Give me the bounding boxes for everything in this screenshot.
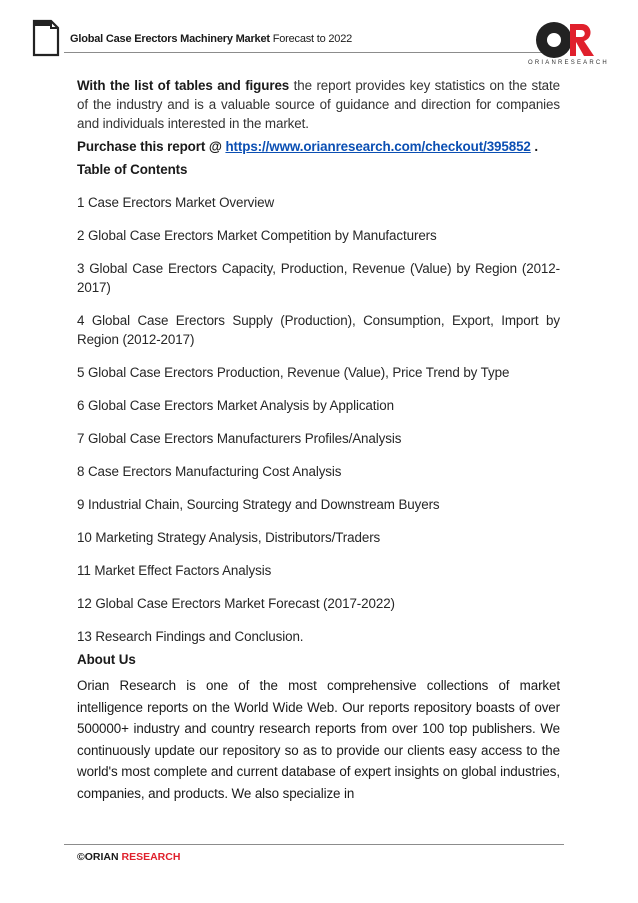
toc-item: 7 Global Case Erectors Manufacturers Profiles/Analysis [77,431,402,446]
toc-item: 2 Global Case Erectors Market Competition by Manufacturers [77,228,437,243]
header-title [70,33,352,45]
intro-bold-lead: With the list of tables and figures [77,78,290,93]
purchase-link[interactable]: https://www.orianresearch.com/checkout/395852 [225,139,531,154]
document-icon [31,18,61,58]
toc-item: 9 Industrial Chain, Sourcing Strategy and Downstream Buyers [77,497,440,512]
purchase-line [77,137,560,156]
footer-prefix: ©ORIAN [77,851,122,863]
about-title: About Us [77,652,136,667]
about-paragraph: Orian Research is one of the most comprehensive collections of market intelligence reports on the World Wide Web. Our reports repository boasts of over 500000+ industry and country research reports from over 100 top publishers. We continuously update our repository so as to provide our clients easy access to the world's most complete and current database of expert insights on global industries, companies, and products. We also specialize in [77,678,560,801]
toc-title: Table of Contents [77,162,188,177]
orian-research-logo [528,18,616,66]
toc-item: 3 Global Case Erectors Capacity, Production, Revenue (Value) by Region (2012-2017) [77,261,560,295]
toc-item: 13 Research Findings and Conclusion. [77,629,304,644]
toc-item: 11 Market Effect Factors Analysis [77,563,272,578]
toc-item: 8 Case Erectors Manufacturing Cost Analysis [77,464,342,479]
purchase-trail: . [530,139,539,154]
header-divider [64,52,564,53]
header-title-rest: Forecast to 2022 [269,33,353,45]
header-title-bold: Global Case Erectors Machinery Market [70,33,270,45]
logo-wordmark: ORIANRESEARCH [528,60,609,66]
footer-accent: RESEARCH [121,851,181,863]
toc-item: 6 Global Case Erectors Market Analysis by Application [77,398,394,413]
toc-item: 1 Case Erectors Market Overview [77,195,275,210]
toc-item: 5 Global Case Erectors Production, Revenue (Value), Price Trend by Type [77,365,510,380]
toc-item: 12 Global Case Erectors Market Forecast (2017-2022) [77,596,395,611]
toc-item: 4 Global Case Erectors Supply (Production), Consumption, Export, Import by Region (2012-2017) [77,313,560,347]
table-of-contents [77,193,560,646]
document-body [77,76,560,804]
footer-divider [64,844,564,845]
purchase-label: Purchase this report @ [77,139,226,154]
intro-text: the report provides key statistics on the state of the industry and is a valuable source of guidance and direction for companies and individuals interested in the market. [77,78,561,131]
intro-paragraph [77,76,560,133]
footer-brand [77,851,180,863]
toc-item: 10 Marketing Strategy Analysis, Distributors/Traders [77,530,381,545]
